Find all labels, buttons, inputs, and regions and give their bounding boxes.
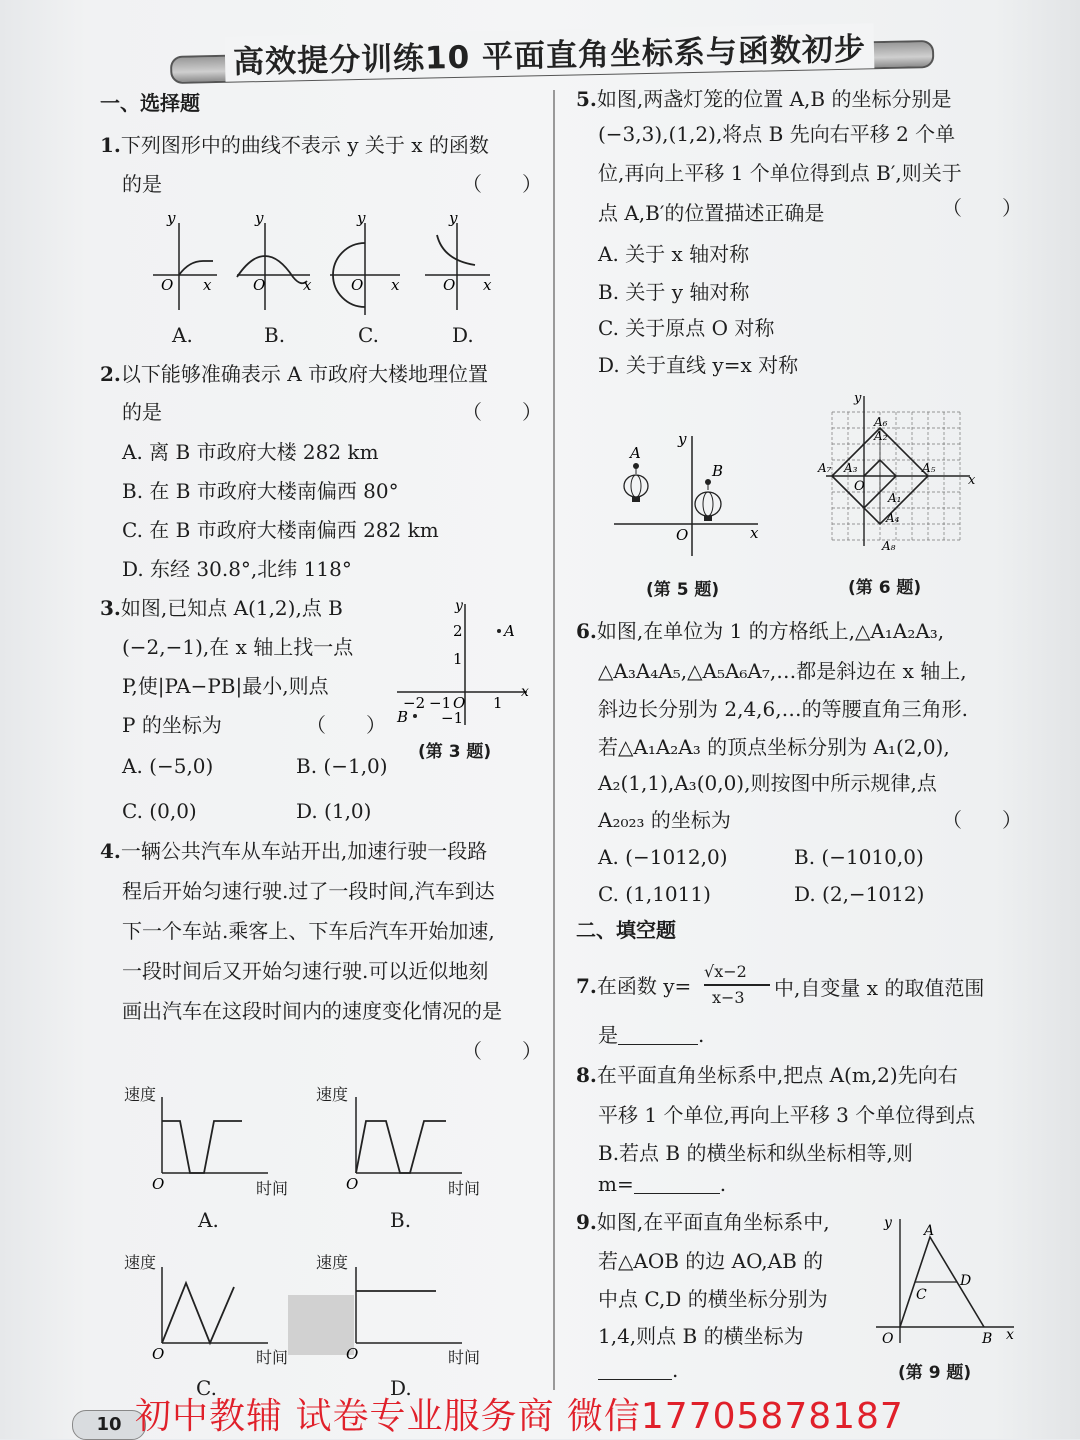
svg-text:x: x — [750, 524, 759, 542]
q6-line2: △A₃A₄A₅,△A₅A₆A₇,…都是斜边在 x 轴上, — [598, 659, 967, 683]
svg-text:A₈: A₈ — [882, 539, 896, 553]
svg-text:O: O — [443, 276, 456, 294]
q1-answer-bracket: （ ） — [462, 172, 542, 196]
svg-text:x: x — [303, 276, 312, 294]
q5-answer-bracket: （ ） — [942, 196, 1022, 220]
q5-option-c: C. 关于原点 O 对称 — [598, 316, 775, 340]
svg-text:O: O — [351, 276, 364, 294]
q4-line5: 画出汽车在这段时间内的速度变化情况的是 — [122, 999, 502, 1023]
q3-line3: P,使|PA−PB|最小,则点 — [122, 674, 329, 698]
q2-option-b: B. 在 B 市政府大楼南偏西 80° — [122, 479, 399, 503]
q1-graph-b — [237, 209, 312, 310]
q9-line1: 9.如图,在平面直角坐标系中, — [576, 1210, 830, 1234]
q7-suffix: 中,自变量 x 的取值范围 — [774, 976, 985, 1000]
q8-line4: m= . — [598, 1172, 727, 1196]
q8-line2: 平移 1 个单位,再向上平移 3 个单位得到点 — [598, 1103, 976, 1127]
q4-graph-c — [150, 1265, 280, 1365]
svg-text:O: O — [253, 276, 266, 294]
q4-answer-bracket: （ ） — [462, 1039, 542, 1063]
q5-option-d: D. 关于直线 y=x 对称 — [598, 353, 799, 377]
q1-option-b: B. — [264, 323, 286, 347]
svg-text:A: A — [924, 1223, 935, 1239]
q5-caption: (第 5 题) — [646, 580, 720, 600]
q2-line2: 的是 — [122, 400, 162, 424]
q5-line2: (−3,3),(1,2),将点 B 先向右平移 2 个单 — [598, 122, 956, 146]
svg-text:B: B — [712, 462, 724, 480]
svg-text:x: x — [483, 276, 492, 294]
svg-text:y: y — [455, 598, 463, 614]
q9-line3: 中点 C,D 的横坐标分别为 — [598, 1287, 828, 1311]
q4-graph-a — [150, 1095, 280, 1195]
q6-option-b: B. (−1010,0) — [794, 845, 924, 869]
q4-line2: 程后开始匀速行驶.过了一段时间,汽车到达 — [122, 879, 495, 903]
q1-option-a: A. — [172, 323, 193, 347]
q3-line2: (−2,−1),在 x 轴上找一点 — [122, 635, 354, 659]
q5-option-a: A. 关于 x 轴对称 — [598, 242, 750, 266]
q2-option-a: A. 离 B 市政府大楼 282 km — [122, 440, 379, 464]
svg-text:O: O — [882, 1331, 894, 1347]
q4a-ylabel: 速度 — [124, 1085, 157, 1104]
svg-text:1: 1 — [453, 650, 463, 668]
svg-text:A: A — [504, 622, 515, 640]
svg-text:−1: −1 — [429, 694, 452, 712]
q1-graph-d — [425, 209, 492, 310]
q7-fraction-bar — [704, 984, 770, 986]
q3-caption: (第 3 题) — [418, 742, 492, 762]
svg-text:y: y — [854, 391, 862, 406]
q3-line4: P 的坐标为 — [122, 713, 222, 737]
svg-text:x: x — [968, 473, 976, 488]
q8-line3: B.若点 B 的横坐标和纵坐标相等,则 — [598, 1141, 913, 1165]
q1-line2: 的是 — [122, 172, 162, 196]
q5-lantern-figure — [608, 428, 768, 558]
page-title: 高效提分训练10 平面直角坐标系与函数初步 — [225, 23, 875, 82]
q6-option-c: C. (1,1011) — [598, 882, 711, 906]
q5-line1: 5.如图,两盏灯笼的位置 A,B 的坐标分别是 — [576, 87, 952, 111]
svg-text:1: 1 — [493, 694, 503, 712]
q4c-xlabel: 时间 — [256, 1348, 289, 1367]
q3-option-a: A. (−5,0) — [122, 754, 214, 778]
q4d-ylabel: 速度 — [316, 1253, 349, 1272]
svg-text:y: y — [449, 209, 458, 227]
q1-option-d: D. — [452, 323, 474, 347]
q7-line2: 是 . — [598, 1023, 705, 1047]
svg-text:y: y — [357, 209, 366, 227]
svg-text:C: C — [916, 1287, 927, 1303]
svg-text:O: O — [676, 526, 689, 544]
q6-grid-figure — [818, 392, 980, 554]
q4-option-d: D. — [390, 1376, 412, 1400]
q4-graph-b — [344, 1095, 474, 1195]
svg-text:x: x — [391, 276, 400, 294]
q3-line1: 3.如图,已知点 A(1,2),点 B — [100, 596, 343, 620]
q4-option-c: C. — [196, 1376, 217, 1400]
q1-option-c: C. — [358, 323, 379, 347]
q1-graphs — [145, 209, 505, 320]
page-number: 10 — [72, 1410, 146, 1440]
q4-graph-d — [344, 1265, 474, 1365]
lantern-a — [624, 444, 648, 502]
q3-coordinate-figure — [395, 600, 535, 730]
svg-text:O: O — [152, 1175, 165, 1193]
svg-text:−1: −1 — [441, 709, 464, 727]
q6-line1: 6.如图,在单位为 1 的方格纸上,△A₁A₂A₃, — [576, 619, 945, 643]
q4-line4: 一段时间后又开始匀速行驶.可以近似地刻 — [122, 959, 489, 983]
q6-option-a: A. (−1012,0) — [598, 845, 728, 869]
q4-option-a: A. — [198, 1208, 219, 1232]
q8-line1: 8.在平面直角坐标系中,把点 A(m,2)先向右 — [576, 1063, 958, 1087]
svg-text:A₁: A₁ — [888, 491, 902, 505]
svg-text:O: O — [453, 694, 466, 712]
svg-text:y: y — [678, 430, 687, 448]
q1-graph-c — [330, 209, 400, 315]
q9-answer-line: . — [598, 1360, 678, 1380]
q4d-xlabel: 时间 — [448, 1348, 481, 1367]
q3-option-d: D. (1,0) — [296, 799, 372, 823]
svg-text:A: A — [630, 444, 641, 462]
svg-text:B: B — [397, 708, 409, 726]
svg-text:x: x — [521, 684, 529, 700]
q6-line5: A₂(1,1),A₃(0,0),则按图中所示规律,点 — [598, 771, 937, 795]
q4c-ylabel: 速度 — [124, 1253, 157, 1272]
column-divider — [553, 90, 555, 1390]
svg-text:O: O — [854, 479, 865, 494]
svg-text:x: x — [203, 276, 212, 294]
q9-triangle-figure — [872, 1215, 1022, 1350]
q8-answer-blank[interactable] — [634, 1175, 720, 1194]
title-banner — [170, 20, 931, 86]
section-fill-heading: 二、填空题 — [576, 918, 676, 942]
svg-text:y: y — [255, 209, 264, 227]
q9-caption: (第 9 题) — [898, 1363, 972, 1383]
svg-text:2: 2 — [453, 622, 463, 640]
svg-text:A₄: A₄ — [886, 511, 900, 525]
q4-line1: 4.一辆公共汽车从车站开出,加速行驶一段路 — [100, 839, 488, 863]
q5-option-b: B. 关于 y 轴对称 — [598, 280, 750, 304]
q6-line6: A₂₀₂₃ 的坐标为 — [598, 808, 731, 832]
q4a-xlabel: 时间 — [256, 1179, 289, 1198]
section-choice-heading: 一、选择题 — [100, 91, 200, 115]
q6-option-d: D. (2,−1012) — [794, 882, 925, 906]
q4-option-b: B. — [390, 1208, 412, 1232]
svg-text:A₂: A₂ — [874, 429, 888, 443]
svg-text:A₃: A₃ — [844, 461, 858, 475]
svg-text:D: D — [960, 1273, 972, 1289]
lantern-b — [695, 462, 723, 521]
svg-text:A₅: A₅ — [922, 461, 936, 475]
q1-graph-a — [153, 209, 217, 310]
q5-line3: 位,再向上平移 1 个单位得到点 B′,则关于 — [598, 161, 962, 185]
svg-text:O: O — [346, 1345, 359, 1363]
q3-answer-bracket: （ ） — [306, 713, 386, 737]
q2-option-c: C. 在 B 市政府大楼南偏西 282 km — [122, 518, 439, 542]
q1-line1: 1.下列图形中的曲线不表示 y 关于 x 的函数 — [100, 133, 489, 157]
q9-line2: 若△AOB 的边 AO,AB 的 — [598, 1249, 824, 1273]
q2-line1: 2.以下能够准确表示 A 市政府大楼地理位置 — [100, 362, 489, 386]
svg-text:O: O — [346, 1175, 359, 1193]
q4-line3: 下一个车站.乘客上、下车后汽车开始加速, — [122, 919, 495, 943]
q7-denominator: x−3 — [712, 988, 745, 1007]
watermark-text: 初中教辅 试卷专业服务商 微信17705878187 — [135, 1396, 904, 1437]
q7-prefix: 7.在函数 y= — [576, 974, 692, 998]
q3-option-c: C. (0,0) — [122, 799, 197, 823]
q7-answer-blank[interactable] — [618, 1026, 698, 1045]
svg-text:x: x — [1006, 1327, 1014, 1343]
svg-text:O: O — [152, 1345, 165, 1363]
svg-text:A₆: A₆ — [874, 415, 888, 429]
q7-numerator: √x−2 — [704, 962, 747, 981]
svg-text:B: B — [982, 1331, 993, 1347]
q4b-xlabel: 时间 — [448, 1179, 481, 1198]
svg-text:−2: −2 — [403, 694, 426, 712]
q3-option-b: B. (−1,0) — [296, 754, 388, 778]
q6-answer-bracket: （ ） — [942, 808, 1022, 832]
q6-line4: 若△A₁A₂A₃ 的顶点坐标分别为 A₁(2,0), — [598, 735, 950, 759]
svg-text:y: y — [167, 209, 176, 227]
svg-text:y: y — [884, 1215, 892, 1231]
q4b-ylabel: 速度 — [316, 1085, 349, 1104]
q2-answer-bracket: （ ） — [462, 400, 542, 424]
svg-text:O: O — [161, 276, 174, 294]
q6-line3: 斜边长分别为 2,4,6,…的等腰直角三角形. — [598, 697, 968, 721]
q6-caption: (第 6 题) — [848, 578, 922, 598]
q5-line4: 点 A,B′的位置描述正确是 — [598, 201, 825, 225]
svg-text:A₇: A₇ — [818, 461, 832, 475]
q9-answer-blank[interactable] — [598, 1361, 672, 1380]
q2-option-d: D. 东经 30.8°,北纬 118° — [122, 557, 352, 581]
q9-line4: 1,4,则点 B 的横坐标为 — [598, 1324, 804, 1348]
